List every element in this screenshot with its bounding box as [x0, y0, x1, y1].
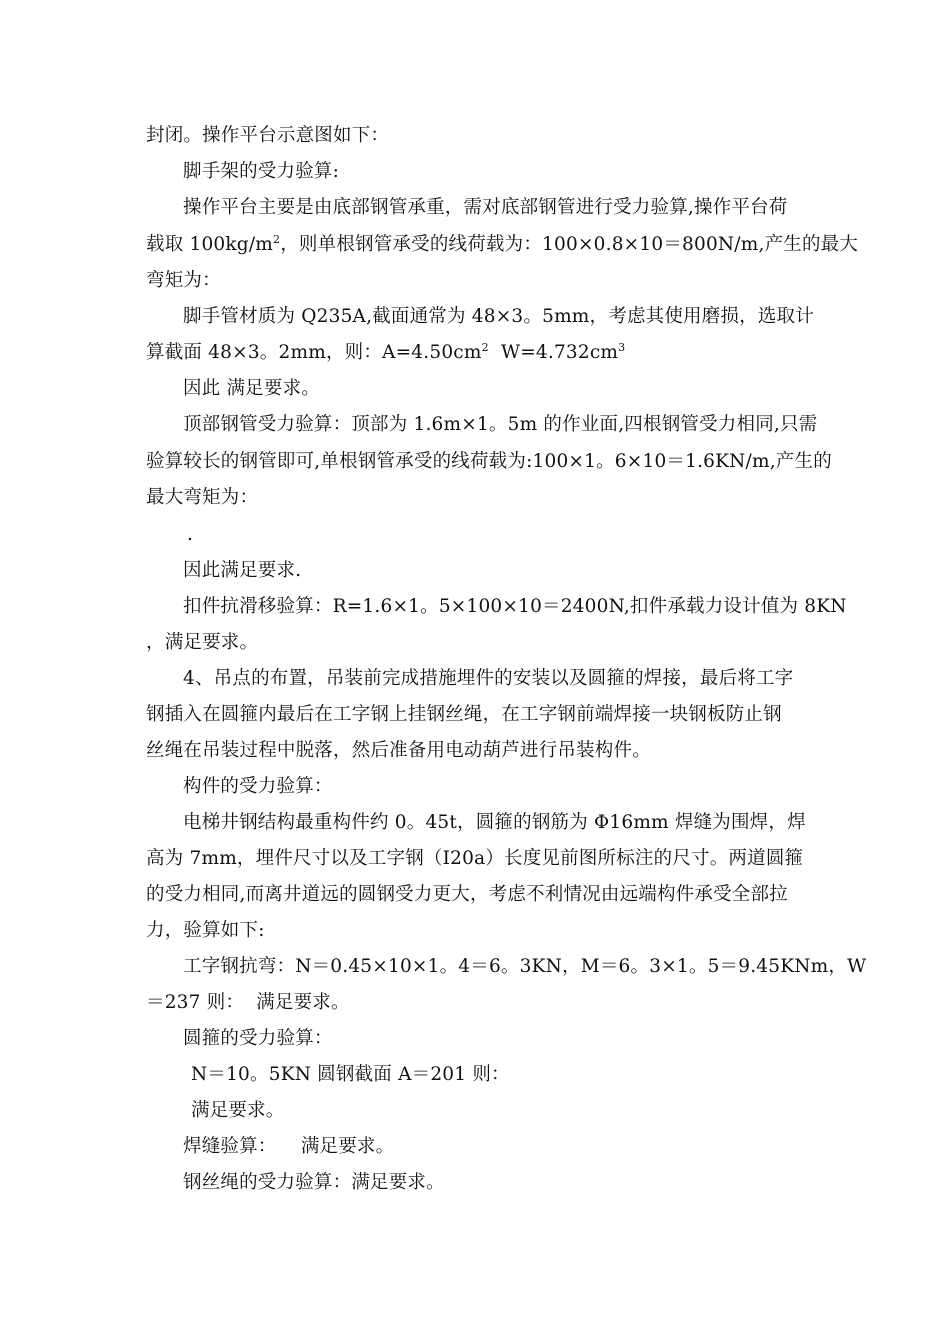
text-line: 力，验算如下: — [146, 920, 265, 941]
text-span: ，则单根钢管承受的线荷载为：100×0.8×10＝800N/m,产生的最大 — [280, 234, 859, 255]
text-line: 弯矩为： — [146, 270, 221, 291]
text-line: 焊缝验算： 满足要求。 — [183, 1136, 395, 1157]
text-line: 的受力相同,而离井道远的圆钢受力更大，考虑不利情况由远端构件承受全部拉 — [146, 884, 788, 905]
text-line: 钢插入在圆箍内最后在工字钢上挂钢丝绳，在工字钢前端焊接一块钢板防止钢 — [146, 704, 782, 725]
text-line: 构件的受力验算： — [183, 776, 333, 797]
text-line: 封闭。操作平台示意图如下： — [146, 125, 390, 146]
text-line: 因此 满足要求。 — [183, 378, 320, 399]
text-line: 最大弯矩为： — [146, 487, 259, 508]
text-line: 丝绳在吊装过程中脱落，然后准备用电动葫芦进行吊装构件。 — [146, 740, 651, 761]
text-line: N＝10。5KN 圆钢截面 A＝201 则： — [191, 1064, 510, 1085]
text-line: . — [187, 524, 194, 545]
text-line: 钢丝绳的受力验算：满足要求。 — [183, 1172, 445, 1193]
text-line: 工字钢抗弯：N＝0.45×10×1。4＝6。3KN，M＝6。3×1。5＝9.45KNm，W — [183, 956, 867, 977]
text-span: 载取 100kg/m — [146, 234, 274, 255]
text-line: 因此满足要求. — [183, 560, 302, 581]
text-line: 扣件抗滑移验算：R=1.6×1。5×100×10＝2400N,扣件承载力设计值为 8KN — [183, 596, 847, 617]
text-line — [146, 335, 625, 371]
text-line: 脚手管材质为 Q235A,截面通常为 48×3。5mm，考虑其使用磨损，选取计 — [183, 306, 814, 327]
text-line: 操作平台主要是由底部钢管承重，需对底部钢管进行受力验算,操作平台荷 — [183, 197, 788, 218]
superscript: 2 — [481, 341, 489, 354]
text-span: 算截面 48×3。2mm，则：A=4.50cm — [146, 342, 482, 363]
text-line: 4、吊点的布置，吊装前完成措施埋件的安装以及圆箍的焊接，最后将工字 — [183, 668, 794, 689]
superscript: 2 — [273, 233, 281, 246]
text-span: W=4.732cm — [488, 342, 619, 363]
text-line: 脚手架的受力验算: — [183, 161, 340, 182]
text-line: 顶部钢管受力验算：顶部为 1.6m×1。5m 的作业面,四根钢管受力相同,只需 — [183, 414, 818, 435]
text-line: 电梯井钢结构最重构件约 0。45t，圆箍的钢筋为 Φ16mm 焊缝为围焊，焊 — [183, 812, 806, 833]
text-line: ＝237 则： 满足要求。 — [146, 992, 350, 1013]
text-line: 圆箍的受力验算： — [183, 1028, 333, 1049]
superscript: 3 — [618, 341, 626, 354]
text-line — [146, 227, 858, 263]
text-line: 满足要求。 — [191, 1100, 285, 1121]
text-line: 高为 7mm，埋件尺寸以及工字钢（I20a）长度见前图所标注的尺寸。两道圆箍 — [146, 848, 804, 869]
text-line: 验算较长的钢管即可,单根钢管承受的线荷载为:100×1。6×10＝1.6KN/m,产生的 — [146, 451, 832, 472]
text-line: ，满足要求。 — [146, 632, 259, 653]
